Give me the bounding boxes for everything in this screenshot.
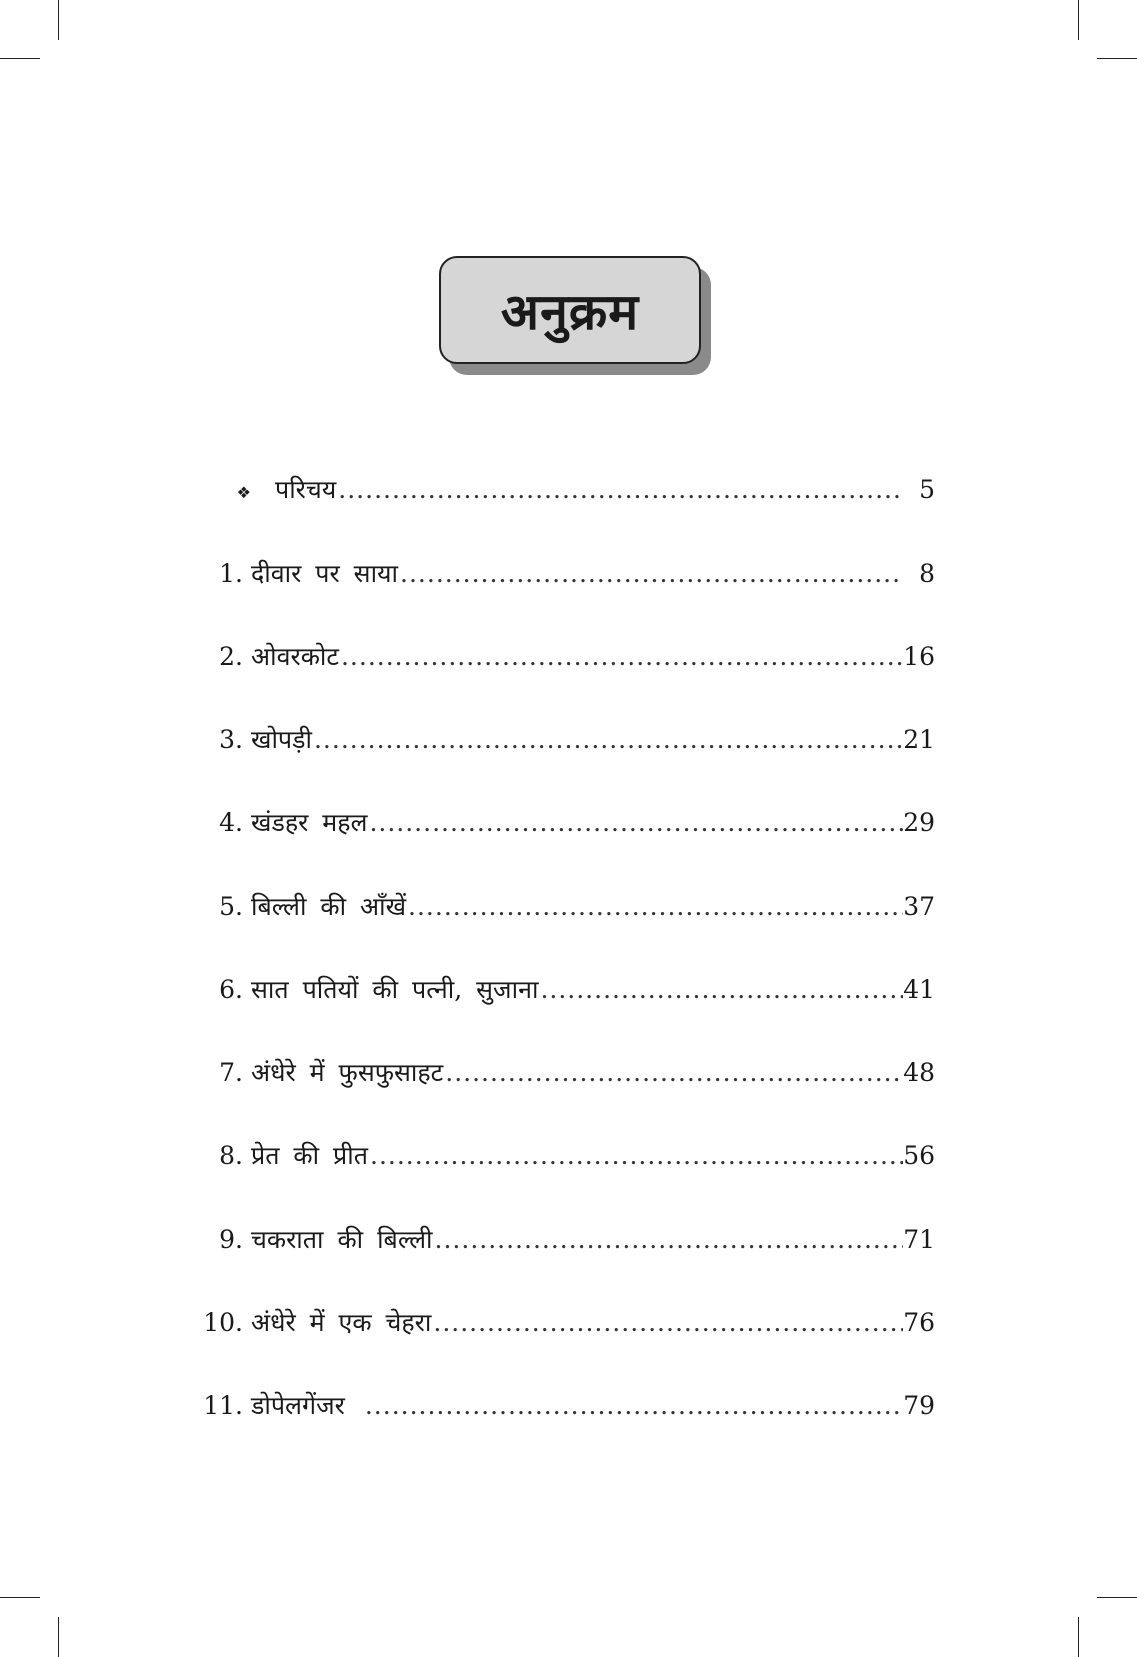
toc-entry-page: 56 xyxy=(903,1141,935,1170)
toc-entry-title: अंधेरे में फुसफुसाहट xyxy=(251,1058,444,1087)
toc-entry[interactable] xyxy=(195,1220,935,1260)
toc-entry-title: प्रेत की प्रीत xyxy=(251,1141,368,1170)
toc-entry-title: खोपड़ी xyxy=(251,725,312,754)
toc-entry-page: 5 xyxy=(919,475,935,504)
toc-entry-page: 37 xyxy=(903,892,935,921)
toc-entry-page: 76 xyxy=(903,1308,935,1337)
toc-entry-title: बिल्ली की आँखें xyxy=(251,892,407,921)
toc-entry-title: सात पतियों की पत्नी, सुजाना xyxy=(251,975,539,1004)
toc-entry-page: 79 xyxy=(903,1391,935,1420)
toc-entry-page: 41 xyxy=(903,975,935,1004)
toc-entry[interactable] xyxy=(195,887,935,927)
toc-entry[interactable] xyxy=(195,803,935,843)
toc-entry-number: 3. xyxy=(219,725,243,754)
toc-entry-number: 11. xyxy=(203,1391,243,1420)
toc-entry-title: दीवार पर साया xyxy=(251,559,399,588)
dot-leader xyxy=(341,637,903,677)
toc-entry-title: खंडहर महल xyxy=(251,808,368,837)
toc-entry-number: 4. xyxy=(219,808,243,837)
dot-leader xyxy=(365,1386,903,1426)
toc-entry-title: परिचय xyxy=(275,475,337,504)
dot-leader xyxy=(370,1136,903,1176)
toc-entry[interactable] xyxy=(195,720,935,760)
toc-entry-number: 6. xyxy=(219,975,243,1004)
toc-entry-title: चकराता की बिल्ली xyxy=(251,1225,433,1254)
toc-entry-title: अंधेरे में एक चेहरा xyxy=(251,1308,432,1337)
toc-entry-page: 8 xyxy=(919,559,935,588)
toc-entry-page: 48 xyxy=(903,1058,935,1087)
toc-entry-page: 29 xyxy=(903,808,935,837)
toc-entry[interactable] xyxy=(195,1053,935,1093)
toc-entry-intro[interactable] xyxy=(195,470,935,510)
toc-entry[interactable] xyxy=(195,554,935,594)
dot-leader xyxy=(338,470,903,510)
diamond-bullet-icon: ❖ xyxy=(236,483,251,502)
dot-leader xyxy=(540,970,903,1010)
toc-entry-number: 8. xyxy=(219,1141,243,1170)
toc-entry-number: 1. xyxy=(219,559,243,588)
dot-leader xyxy=(400,554,903,594)
toc-entry-number: 7. xyxy=(219,1058,243,1087)
toc-entry-number: 10. xyxy=(203,1308,243,1337)
dot-leader xyxy=(445,1053,903,1093)
dot-leader xyxy=(433,1303,903,1343)
toc-entry[interactable] xyxy=(195,1303,935,1343)
dot-leader xyxy=(435,1220,903,1260)
toc-entry-page: 16 xyxy=(903,642,935,671)
toc-entry[interactable] xyxy=(195,637,935,677)
dot-leader xyxy=(369,803,903,843)
toc-entry[interactable] xyxy=(195,1136,935,1176)
toc-entry-page: 21 xyxy=(903,725,935,754)
toc-entry[interactable] xyxy=(195,970,935,1010)
toc-entry[interactable] xyxy=(195,1386,935,1426)
toc-entry-number: 5. xyxy=(219,892,243,921)
toc-entry-number: 9. xyxy=(219,1225,243,1254)
toc-entry-number: 2. xyxy=(219,642,243,671)
toc-entry-page: 71 xyxy=(903,1225,935,1254)
page-title: अनुक्रम xyxy=(500,283,640,341)
dot-leader xyxy=(408,887,903,927)
toc-entry-title: ओवरकोट xyxy=(251,642,339,671)
toc-entry-title: डोपेलगेंजर xyxy=(251,1391,345,1420)
dot-leader xyxy=(314,720,903,760)
